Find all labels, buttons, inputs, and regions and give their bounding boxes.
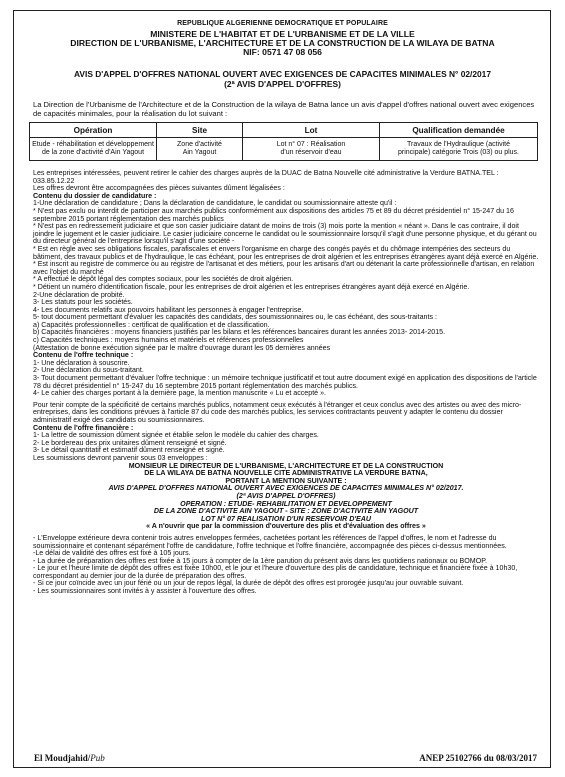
list-item: a) Capacités professionnelles : certificat de qualification et de classification. <box>33 320 270 329</box>
cell-line: d'un réservoir d'eau <box>280 149 342 156</box>
notice-title: AVIS D'APPEL D'OFFRES NATIONAL OUVERT AVEC EXIGENCES DE CAPACITES MINIMALES N° 02/2017 <box>74 69 491 79</box>
list-item: 3- Tout document permettant d'évaluer l'offre technique : un mémoire technique justificatif et tout autre document exigé en application des dispositions de l'article 78 du décret présidentiel n° 15-247 du 16 septembre 2015 portant réglementation des marchés publics. <box>33 374 537 390</box>
mention-line: (2ª AVIS D'APPEL D'OFFRES) <box>236 491 336 500</box>
list-item: 5- tout document permettant d'évaluer les capacités des candidats, des soumissionnaires ou, le cas échéant, des sous-traitants : <box>33 313 437 322</box>
list-item: 1-Une déclaration de candidature ; Dans la déclaration de candidature, le candidat ou soumissionnaire atteste qu'il : <box>33 199 397 208</box>
address-line: DE LA WILAYA DE BATNA NOUVELLE CITE ADMINISTRATIVE LA VERDURE BATNA, <box>144 469 428 478</box>
list-item: - Si ce jour coïncide avec un jour férié ou un jour de repos légal, la durée de dépôt des offres est prorogée jusqu'au jour ouvrable suivant. <box>33 579 464 588</box>
footer-pub: Pub <box>90 753 105 763</box>
table-row <box>30 138 538 161</box>
mention-line: LOT N° 07 REALISATION D'UN RESERVOIR D'EAU <box>200 514 372 523</box>
list-item: (Attestation de bonne exécution signée par le maître d'ouvrage durant les 05 dernières années <box>33 343 331 352</box>
mention-line: DE LA ZONE D'ACTIVITE AIN YAGOUT - SITE : ZONE D'ACTIVITE AIN YAGOUT <box>153 507 419 516</box>
list-item: - Les soumissionnaires sont invités à y assister à l'ouverture des offres. <box>33 587 257 596</box>
header-ministry: MINISTERE DE L'HABITAT ET DE L'URBANISME ET DE LA VILLE <box>150 29 415 39</box>
list-item: - La durée de préparation des offres est fixée à 15 jours à compter de la 1ère parution du présent avis dans les quotidiens nationaux ou BOMOP. <box>33 556 488 565</box>
retrieval-paragraph: Les entreprises intéressées, peuvent retirer le cahier des charges auprès de la DUAC de Batna Nouvelle cité administrative la Verdure BATNA.TEL : 033.85.12.22 <box>33 169 499 185</box>
address-line: PORTANT LA MENTION SUIVANTE : <box>225 476 347 485</box>
lot-table-header-row <box>30 123 538 138</box>
list-item: - Le jour et l'heure limite de dépôt des offres est fixée 10h00, et le jour et l'heure d'ouverture des plis de candidature, technique et financière fixée à 10h30, correspondant au dernier jour de la durée de préparation des offres. <box>33 564 518 580</box>
list-item: 1- La lettre de soumission dûment signée et établie selon le modèle du cahier des charges. <box>33 431 319 440</box>
list-item: 2- Le bordereau des prix unitaires dûment renseigné et signé. <box>33 438 227 447</box>
list-item: * Détient un numéro d'identification fiscale, pour les entreprises de droit algérien et les entreprises étrangères ayant déjà exercé en Algérie. <box>33 282 470 291</box>
address-line: MONSIEUR LE DIRECTEUR DE L'URBANISME, L'ARCHITECTURE ET DE LA CONSTRUCTION <box>128 461 444 470</box>
list-item: 1- Une déclaration à souscrire. <box>33 358 130 367</box>
list-item: * A effectué le dépôt légal des comptes sociaux, pour les sociétés de droit algérien. <box>33 275 294 284</box>
mention-line: OPERATION : ETUDE- REHABILITATION ET DEVELOPPEMENT <box>180 499 392 508</box>
column-header-lot: Lot <box>243 123 380 138</box>
mention-line: « A n'ouvrir que par la commission d'ouverture des plis et d'évaluation des offres » <box>146 522 426 531</box>
list-item: * N'est pas en redressement judiciaire et que son casier judiciaire datant de moins de trois (3) mois porte la mention « néant ». Dans le cas contraire, il doit joindre le jugement et le casier judiciaire. Le casier judiciaire concerne le candidat ou le soumissionnaire lorsqu'il s'agit d'une personne physique, et du gérant ou du directeur général de l'entreprise lorsqu'il s'agit d'une société - <box>33 222 537 246</box>
cell-line: Lot n° 07 : Réalisation <box>276 140 346 148</box>
documents-paragraph: Les offres devront être accompagnées des pièces suivantes dûment légalisées : <box>33 184 285 193</box>
cell-line: principale) catégorie Trois (03) ou plus. <box>397 149 519 156</box>
cell-qualification <box>380 138 538 161</box>
footer-newspaper: El Moudjahid/ <box>34 753 91 763</box>
column-header-qualification: Qualification demandée <box>380 123 538 138</box>
cell-line: Travaux de l'Hydraulique (activité <box>406 140 510 148</box>
header-direction: DIRECTION DE L'URBANISME, L'ARCHITECTURE ET DE LA CONSTRUCTION DE LA WILAYA DE BATNA <box>70 38 495 48</box>
list-item: 4- Le cahier des charges portant à la dernière page, la mention manuscrite « Lu et accepté ». <box>33 389 326 398</box>
list-item: 2-Une déclaration de probité. <box>33 290 125 299</box>
footer-publication <box>31 753 108 763</box>
list-item: b) Capacités financières : moyens financiers justifiés par les bilans et les références bancaires durant les années 2013- 2014-2015. <box>33 328 446 337</box>
notice-body <box>33 170 539 596</box>
section-heading-technique: Contenu de l'offre technique : <box>33 351 134 360</box>
list-item: c) Capacités techniques : moyens humains et matériels et références professionnelles <box>33 336 304 345</box>
list-item: -Le délai de validité des offres est fixé à 105 jours. <box>33 549 191 558</box>
header-nif: NIF: 0571 47 08 056 <box>243 47 322 57</box>
cell-operation <box>30 138 157 161</box>
notice-subtitle: (2ª AVIS D'APPEL D'OFFRES) <box>224 79 341 89</box>
cell-line: Ain Yagout <box>182 149 217 156</box>
list-item: - L'Enveloppe extérieure devra contenir trois autres enveloppes fermées, cachetées portant les références de l'appel d'offres, le nom et l'adresse du soumissionnaire et contenant séparément l'offre de candidature, l'offre technique et l'offre financière, accompagnée des pièces ci-dessus mentionnées. <box>33 533 507 550</box>
cell-line: de la zone d'activité d'Ain Yagout <box>41 149 145 156</box>
list-item: 4- Les documents relatifs aux pouvoirs habilitant les personnes à engager l'entreprise. <box>33 305 304 314</box>
intro-paragraph: La Direction de l'Urbanisme de l'Architecture et de la Construction de la wilaya de Batna lance un avis d'appel d'offres national ouvert avec exigences de capacités minimales, pour la réalisation du lot suivant : <box>33 100 535 118</box>
cell-line: Zone d'activité <box>177 140 222 148</box>
envelopes-line: Les soumissions devront parvenir sous 03 enveloppes : <box>33 453 208 462</box>
list-item: * Est en règle avec ses obligations fiscales, parafiscales et envers l'organisme en charge des congés payés et du chômage intempéries des secteurs du bâtiment, des travaux publics et de l'hydraulique, le cas échéant, pour les entreprises de droit algérien et les entreprises étrangères ayant déjà exercé en Algérie. <box>33 244 539 261</box>
list-item: * N'est pas exclu ou interdit de participer aux marchés publics conformément aux dispositions des articles 75 et 89 du décret présidentiel n° 15-247 du 16 septembre 2015 portant réglementation des marchés publics <box>33 206 514 223</box>
cell-lot <box>243 138 380 161</box>
specificity-paragraph: Pour tenir compte de la spécificité de certains marchés publics, notamment ceux exécutés à l'étranger et ceux conclus avec des artistes ou avec des micro-entreprises, dans les conditions prévues à l'article 87 du code des marchés publics, les services contractants peuvent y adapter le contenu du dossier administratif exigé des candidats ou soumissionnaires. <box>33 400 522 424</box>
mention-line: AVIS D'APPEL D'OFFRES NATIONAL OUVERT AVEC EXIGENCES DE CAPACITES MINIMALES N° 02/2017. <box>108 484 464 493</box>
list-item: 3- Les statuts pour les sociétés. <box>33 298 133 307</box>
section-heading-financiere: Contenu de l'offre financière : <box>33 423 134 432</box>
list-item: 3- Le détail quantitatif et estimatif dûment renseigné et signé. <box>33 446 225 455</box>
lot-table <box>29 122 538 161</box>
list-item: * Est inscrit au registre de commerce ou au registre de l'artisanat et des métiers, pour les artisans d'art ou détenant la carte professionnelle d'artisan, en relation avec l'objet du marché <box>33 260 535 276</box>
column-header-site: Site <box>157 123 243 138</box>
column-header-operation: Opération <box>30 123 157 138</box>
section-heading-candidature: Contenu du dossier de candidature : <box>33 191 157 200</box>
list-item: 2- Une déclaration du sous-traitant. <box>33 366 144 375</box>
header-republic: REPUBLIQUE ALGERIENNE DEMOCRATIQUE ET POPULAIRE <box>177 20 388 27</box>
cell-line: Etude - réhabilitation et développement <box>32 140 154 148</box>
cell-site <box>157 138 243 161</box>
footer-anep-reference: ANEP 25102766 du 08/03/2017 <box>416 753 540 763</box>
